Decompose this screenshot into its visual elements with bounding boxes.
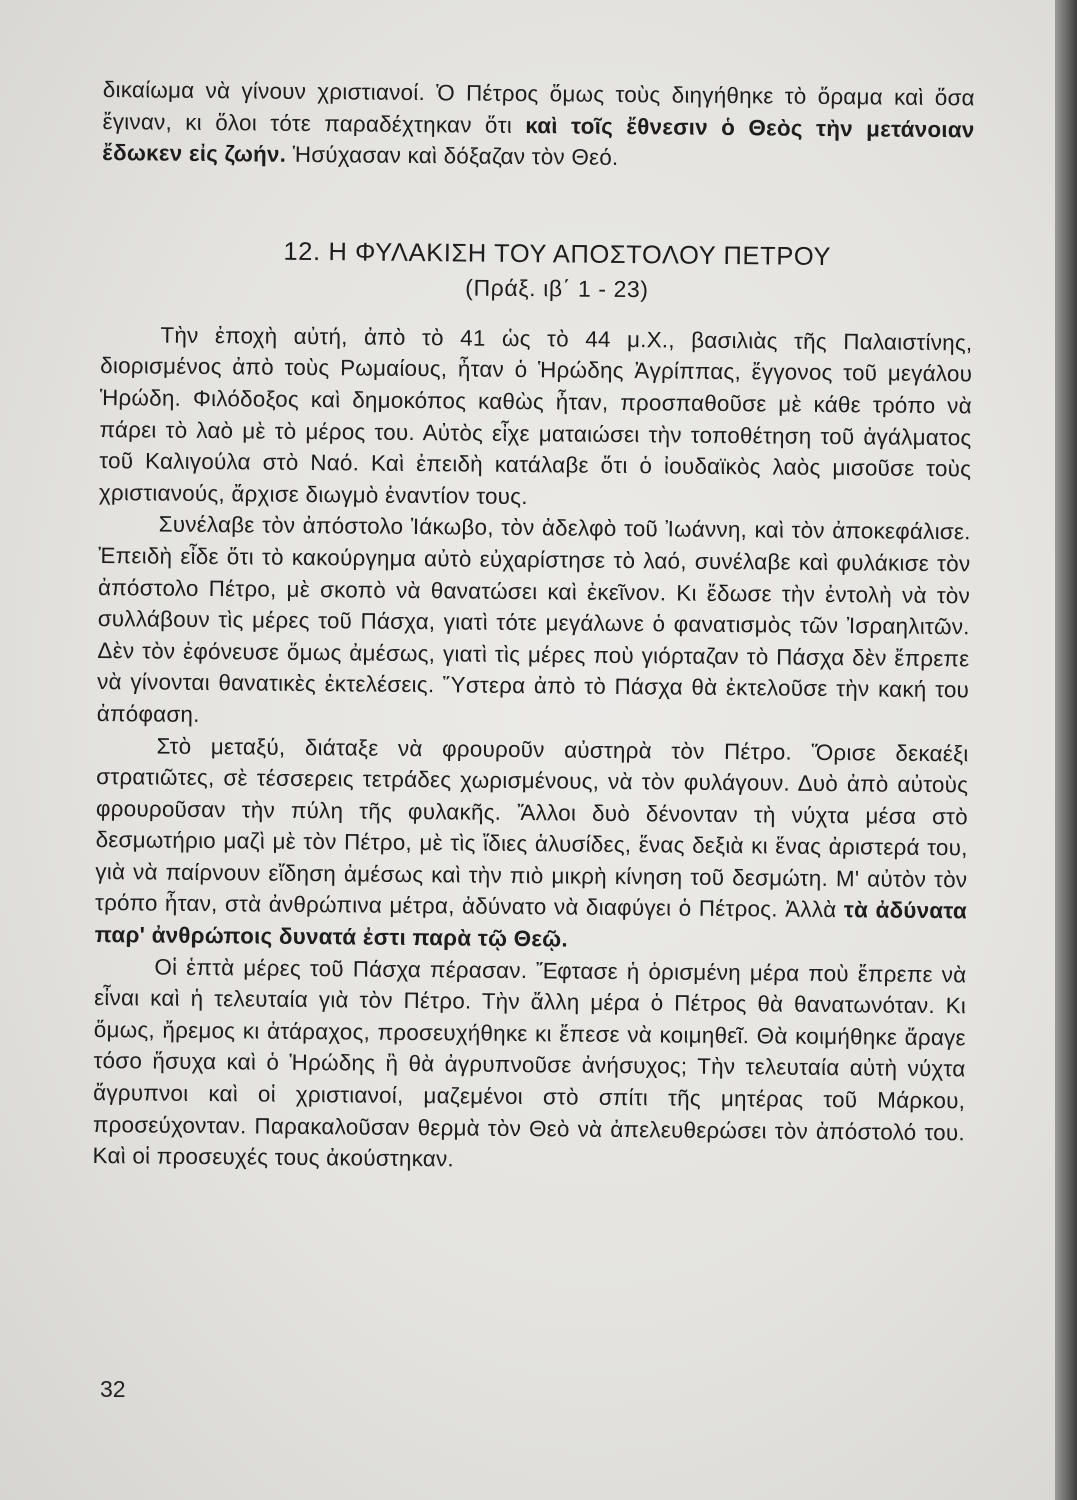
intro-text-1: δικαίωμα νὰ γίνουν χριστιανοί. Ὁ Πέτρος ὅμως τοὺς διηγήθηκε τὸ ὅραμα καὶ ὅσα ἔγιναν, κι ὅλοι τότε παραδέχτηκαν ὅτι [102,76,975,138]
section-reference: (Πράξ. ιβ΄ 1 - 23) [465,274,649,303]
page-text [92,74,974,1180]
page-edge-shadow [1055,0,1077,1500]
paragraph-3 [95,729,969,959]
section-heading: 12. Η ΦΥΛΑΚΙΣΗ ΤΟΥ ΑΠΟΣΤΟΛΟΥ ΠΕΤΡΟΥ [283,237,832,271]
intro-text-2: Ἡσύχασαν καὶ δόξαζαν τὸν Θεό. [292,142,619,171]
intro-paragraph [102,74,975,177]
paragraph-1: Τὴν ἐποχὴ αὐτή, ἀπὸ τὸ 41 ὡς τὸ 44 μ.Χ., βασιλιὰς τῆς Παλαιστίνης, διορισμένος ἀπὸ τοὺς Ρωμαίους, ἦταν ὁ Ἡρώδης Ἀγρίππας, ἔγγονος τοῦ μεγάλου Ἡρώδη. Φιλόδοξος καὶ δημοκόπος καθὼς ἦταν, προσπαθοῦσε μὲ κάθε τρόπο νὰ πάρει τὸ λαὸ μὲ τὸ μέρος του. Αὐτὸς εἶχε ματαιώσει τὴν τοποθέτηση τοῦ ἀγάλματος τοῦ Καλιγούλα στὸ Ναό. Καὶ ἐπειδὴ κατάλαβε ὅτι ὁ ἰουδαϊκὸς λαὸς μισοῦσε τοὺς χριστιανούς, ἄρχισε διωγμὸ ἐναντίον τους. [98,322,973,509]
intro-bold-quote: καὶ τοῖς ἔθνεσιν ὁ Θεὸς τὴν μετάνοιαν ἔδωκεν εἰς ζωήν. [102,112,975,167]
page-number: 32 [100,1376,126,1402]
paragraph-2: Συνέλαβε τὸν ἀπόστολο Ἰάκωβο, τὸν ἀδελφὸ τοῦ Ἰωάννη, καὶ τὸν ἀποκεφάλισε. Ἐπειδὴ εἶδε ὅτι τὸ κακούργημα αὐτὸ εὐχαρίστησε τὸ λαό, συνέλαβε καὶ φυλάκισε τὸν ἀπόστολο Πέτρο, μὲ σκοπὸ νὰ θανατώσει καὶ ἐκεῖνον. Κι ἔδωσε τὴν ἐντολὴ νὰ τὸν συλλάβουν τὶς μέρες τοῦ Πάσχα, γιατὶ τότε μεγάλωνε ὁ φανατισμὸς τῶν Ἰσραηλιτῶν. Δὲν τὸν ἐφόνευσε ὅμως ἀμέσως, γιατὶ τὶς μέρες ποὺ γιόρταζαν τὸ Πάσχα δὲν ἔπρεπε νὰ γίνονται θανατικὲς ἐκτελέσεις. Ὕστερα ἀπὸ τὸ Πάσχα θὰ ἐκτελοῦσε τὴν κακή του ἀπόφαση. [96,511,971,727]
paragraph-3-text: Στὸ μεταξύ, διάταξε νὰ φρουροῦν αὐστηρὰ τὸν Πέτρο. Ὅρισε δεκαέξι στρατιῶτες, σὲ τέσσερεις τετράδες χωρισμένους, νὰ τὸν φυλάγουν. Δυὸ ἀπὸ αὐτοὺς φρουροῦσαν τὴν πύλη τῆς φυλακῆς. Ἄλλοι δυὸ δένονταν τὴ νύχτα μέσα στὸ δεσμωτήριο μαζὶ μὲ τὸν Πέτρο, μὲ τὶς ἴδιες ἁλυσίδες, ἕνας δεξιὰ κι ἕνας ἀριστερά του, γιὰ νὰ παίρνουν εἴδηση ἀμέσως καὶ τὴν πιὸ μικρὴ κίνηση τοῦ δεσμώτη. Μ' αὐτὸν τὸν τρόπο ἦταν, στὰ ἀνθρώπινα μέτρα, ἀδύνατο νὰ διαφύγει ὁ Πέτρος. Ἀλλὰ [94,733,969,923]
paragraph-4: Οἱ ἑπτὰ μέρες τοῦ Πάσχα πέρασαν. Ἔφτασε ἡ ὁρισμένη μέρα ποὺ ἔπρεπε νὰ εἶναι καὶ ἡ τελευταία γιὰ τὸν Πέτρο. Τὴν ἄλλη μέρα ὁ Πέτρος θὰ θανατωνόταν. Κι ὅμως, ἤρεμος κι ἀτάραχος, προσευχήθηκε κι ἔπεσε νὰ κοιμηθεῖ. Θὰ κοιμήθηκε ἄραγε τόσο ἥσυχα καὶ ὁ Ἡρώδης ἢ θὰ ἀγρυπνοῦσε ἀνήσυχος; Τὴν τελευταία αὐτὴ νύχτα ἄγρυπνοι καὶ οἱ χριστιανοί, μαζεμένοι στὸ σπίτι τῆς μητέρας τοῦ Μάρκου, προσεύχονταν. Παρακαλοῦσαν θερμὰ τὸν Θεὸ νὰ ἀπελευθερώσει τὸν ἀπόστολό του. Καὶ οἱ προσευχές τους ἀκούστηκαν. [92,954,967,1172]
paragraph-3-bold-quote: τὰ ἀδύνατα παρ' ἀνθρώποις δυνατά ἐστι παρὰ τῷ Θεῷ. [94,897,968,952]
